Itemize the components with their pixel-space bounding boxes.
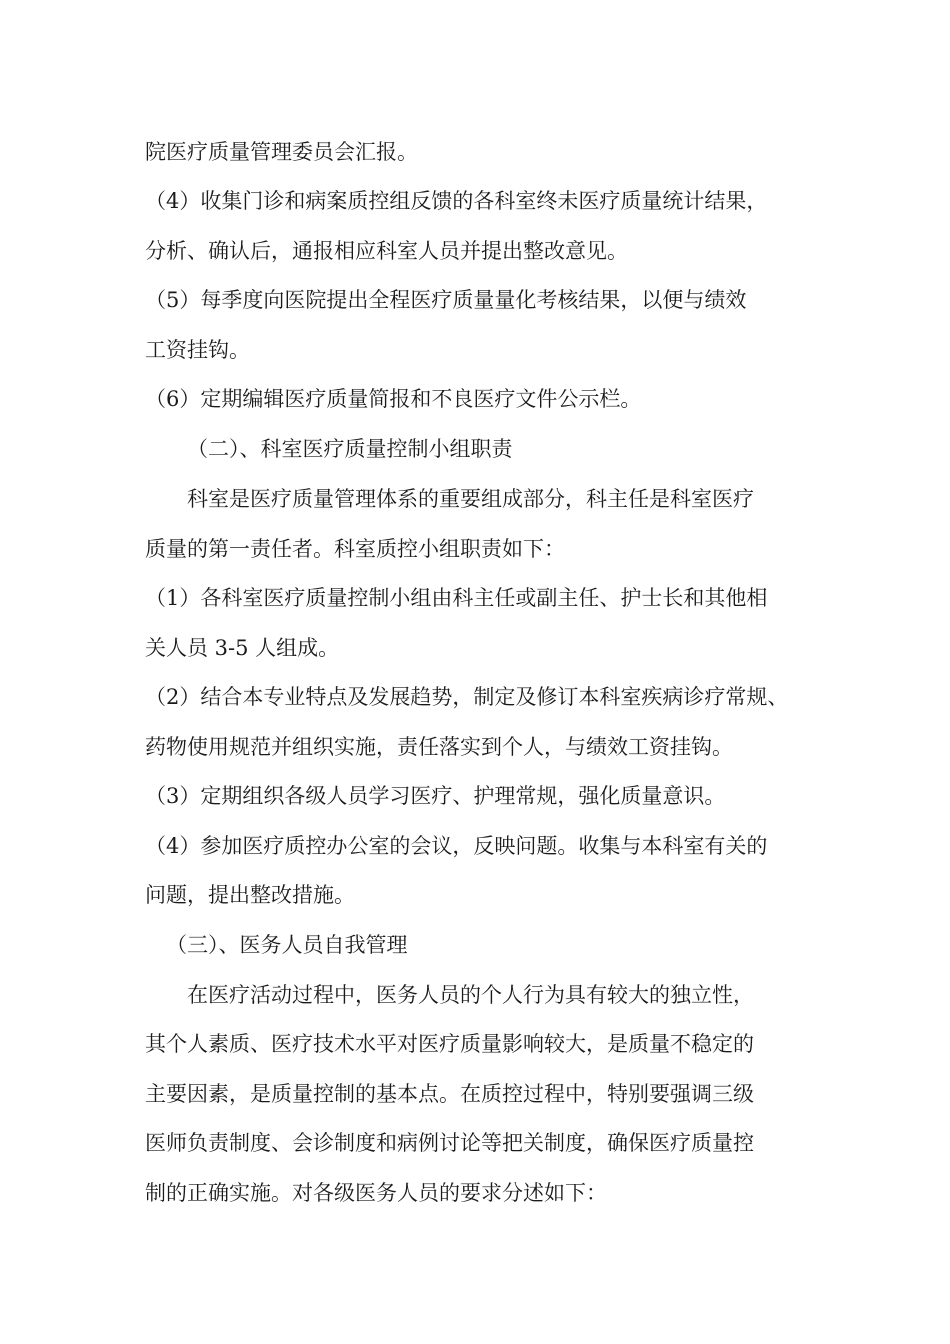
text-line-4: （5）每季度向医院提出全程医疗质量量化考核结果，以便与绩效 — [145, 288, 747, 312]
section-heading-3: （三）、医务人员自我管理 — [166, 933, 408, 957]
text-line-19: 其个人素质、医疗技术水平对医疗质量影响较大，是质量不稳定的 — [145, 1032, 754, 1056]
text-line-6: （6）定期编辑医疗质量简报和不良医疗文件公示栏。 — [145, 387, 642, 411]
text-line-8: 科室是医疗质量管理体系的重要组成部分，科主任是科室医疗 — [187, 487, 754, 511]
text-line-9: 质量的第一责任者。科室质控小组职责如下： — [145, 537, 565, 561]
text-line-18: 在医疗活动过程中，医务人员的个人行为具有较大的独立性， — [187, 983, 754, 1007]
text-line-16: 问题，提出整改措施。 — [145, 883, 355, 907]
section-heading-2: （二）、科室医疗质量控制小组职责 — [187, 437, 513, 461]
text-line-11: 关人员 3-5 人组成。 — [145, 636, 340, 660]
text-line-22: 制的正确实施。对各级医务人员的要求分述如下： — [145, 1181, 607, 1205]
text-line-10: （1）各科室医疗质量控制小组由科主任或副主任、护士长和其他相 — [145, 586, 768, 610]
text-line-13: 药物使用规范并组织实施，责任落实到个人，与绩效工资挂钩。 — [145, 735, 733, 759]
text-line-14: （3）定期组织各级人员学习医疗、护理常规，强化质量意识。 — [145, 784, 726, 808]
text-line-5: 工资挂钩。 — [145, 338, 250, 362]
text-line-20: 主要因素，是质量控制的基本点。在质控过程中，特别要强调三级 — [145, 1082, 754, 1106]
text-line-21: 医师负责制度、会诊制度和病例讨论等把关制度，确保医疗质量控 — [145, 1131, 754, 1155]
text-line-3: 分析、确认后，通报相应科室人员并提出整改意见。 — [145, 239, 628, 263]
text-line-2: （4）收集门诊和病案质控组反馈的各科室终未医疗质量统计结果， — [145, 189, 768, 213]
text-line-12: （2）结合本专业特点及发展趋势，制定及修订本科室疾病诊疗常规、 — [145, 685, 789, 709]
text-line-1: 院医疗质量管理委员会汇报。 — [145, 140, 418, 164]
text-line-15: （4）参加医疗质控办公室的会议，反映问题。收集与本科室有关的 — [145, 834, 768, 858]
